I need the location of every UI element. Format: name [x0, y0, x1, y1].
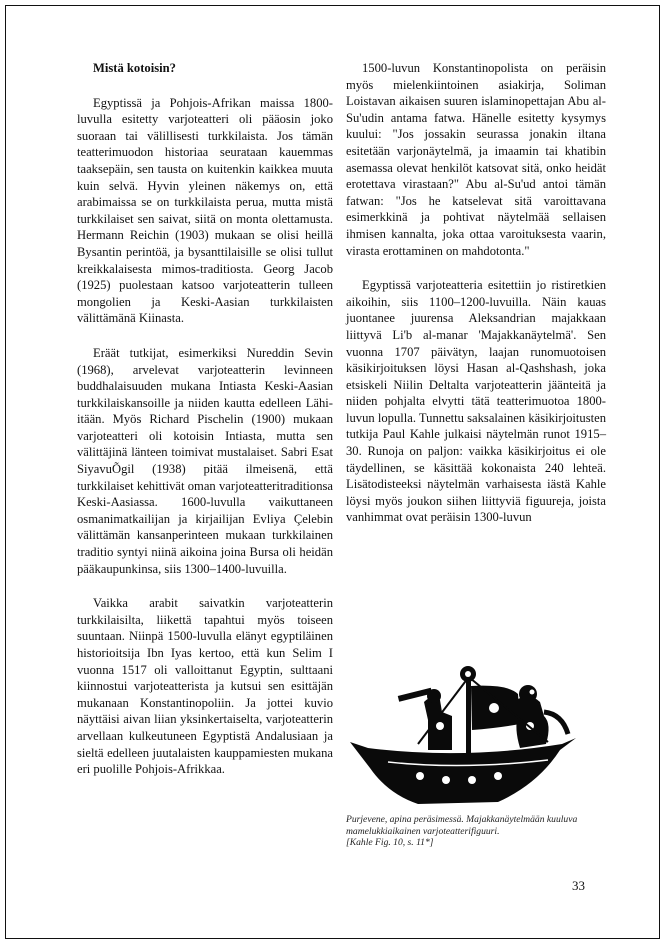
- right-column: [346, 60, 606, 544]
- book-page: [5, 5, 660, 939]
- paragraph-egypt: Egyptissä varjoteatteria esitettiin jo ristiretkien aikoihin, siis 1100–1200-luvuilla. Näin kauas juontanee juurensa Aleksandrian majakkaan liittyvä Li'b al-manar 'Majakkanäytelmä'. Sen vuonna 1707 päivätyn, laajan runomuotoisen käsikirjoituksen löysi Hasan al-Qashshash, joka etsiskeli Niilin Deltalta varjoteatterin jäänteitä ja niiden pohjalta elvytti tätä teatterimuotoa 1800-luvun lopulla. Tunnettu saksalainen käsikirjoitusten tutkija Paul Kahle julkaisi näytelmän runot 1915–30. Runoja on paljon: vaikka käsikirjoitus ei ole täydellinen, se käsittää kokonaista 240 lehteä. Lisätodisteeksi näytelmän varhaisesta iästä Kahle löysi myös joukon siihen liittyviä figuureja, joista vanhimmat ovat peräisin 1300-luvun: [346, 278, 606, 525]
- shadow-puppet-boat-icon: [348, 664, 578, 812]
- paragraph-fatwa: 1500-luvun Konstantinopolista on peräisin myös mielenkiintoinen asiakirja, Soliman Loistavan aikaisen suuren islaminopettajan Abu al-Su'udin antama fatwa. Hänelle esitetty kysymys kuului: "Jos jossakin seurassa jonakin iltana esitetään varjonäytelmä, ja imaamin tai khatibin asemassa olevat henkilöt katsovat sitä, onko heidät erotettava virastaan?" Abu al-Su'ud antoi tämän fatwan: "Jos he katselevat sitä varoittavana esimerkkinä ja pohtivat näytelmää sellaisen ihmisen kannalta, joka ottaa varoituksesta vaarin, virasta erottaminen on mahdotonta.": [346, 61, 606, 258]
- caption-text: Purjevene, apina peräsimessä. Majakkanäytelmään kuuluva mamelukkiaikainen varjoteatterifiguuri.: [346, 814, 578, 837]
- paragraph-origins: Egyptissä ja Pohjois-Afrikan maissa 1800-luvulla esitetty varjoteatteri oli pääosin joko suoraan tai välillisesti turkkilaista. Jos tämän teatterimuodon historiaa seurataan kauemmas taaksepäin, sen tausta on kuitenkin kaikkea muuta kuin selvä. Hyvin yleinen näkemys on, että arabimaissa se on turkkilaista perua, mutta mistä turkkilaiset sen saivat, siitä on monta olettamusta. Hermann Reichin (1903) mukaan se olisi heillä Bysantin perintöä, ja bysanttilaisille se olisi tullut kreikkalaisesta mimos-traditiosta. Georg Jacob (1925) puolestaan katsoo varjoteatterin tulleen mongolien ja Keski-Aasian turkkilaisten välittämänä Kiinasta.: [77, 95, 333, 326]
- paragraph-scholars: Eräät tutkijat, esimerkiksi Nureddin Sevin (1968), arvelevat varjoteatterin levinneen buddhalaisuuden mukana Intiasta Keski-Aasian turkkilaiskansoille ja niiden kautta edelleen Lähi-itään. Myös Richard Pischelin (1900) mukaan varjoteatteri oli kotoisin Intiasta, mutta sen välittäjinä länteen toimivat mustalaiset. Sabri Esat SiyavuÕgil (1938) pitää ilmeisenä, että turkkilaiset kehittivät oman varjoteatteritraditionsa Keski-Aasiassa. 1600-luvulla vaikuttaneen osmanimatkailijan ja kirjailijan Evliya Çelebin välittämän kansanperinteen mukaan turkkilainen traditio syntyi niinä aikoina joina Bursa oli heidän pääkaupunkinsa, siis 1300–1400-luvuilla.: [77, 345, 333, 576]
- section-heading: Mistä kotoisin?: [93, 61, 176, 75]
- left-column: [77, 60, 333, 796]
- paragraph-arabs: Vaikka arabit saivatkin varjoteatterin turkkilaisilta, liikettä tapahtui myös toiseen suuntaan. Niinpä 1500-luvulla elänyt egyptiläinen historioitsija Ibn Iyas kertoo, että kun Selim I vuonna 1517 oli valloittanut Egyptin, sulttaani kiinnostui varjoteatterista ja kutsui sen esittäjän mukanaan Konstantinopoliin. Ja jottei kuvio näyttäisi aivan liian yksinkertaiselta, varjoteatterin arvellaan kulkeutuneen Egyptistä Andalusiaan ja sieltä edelleen juutalaisten kauppamiesten mukana eri puolille Pohjois-Afrikkaa.: [77, 596, 333, 777]
- shadow-puppet-figure: [348, 664, 578, 812]
- page-number: 33: [572, 878, 585, 893]
- figure-caption: [346, 814, 586, 849]
- caption-source: [Kahle Fig. 10, s. 11*]: [346, 837, 434, 849]
